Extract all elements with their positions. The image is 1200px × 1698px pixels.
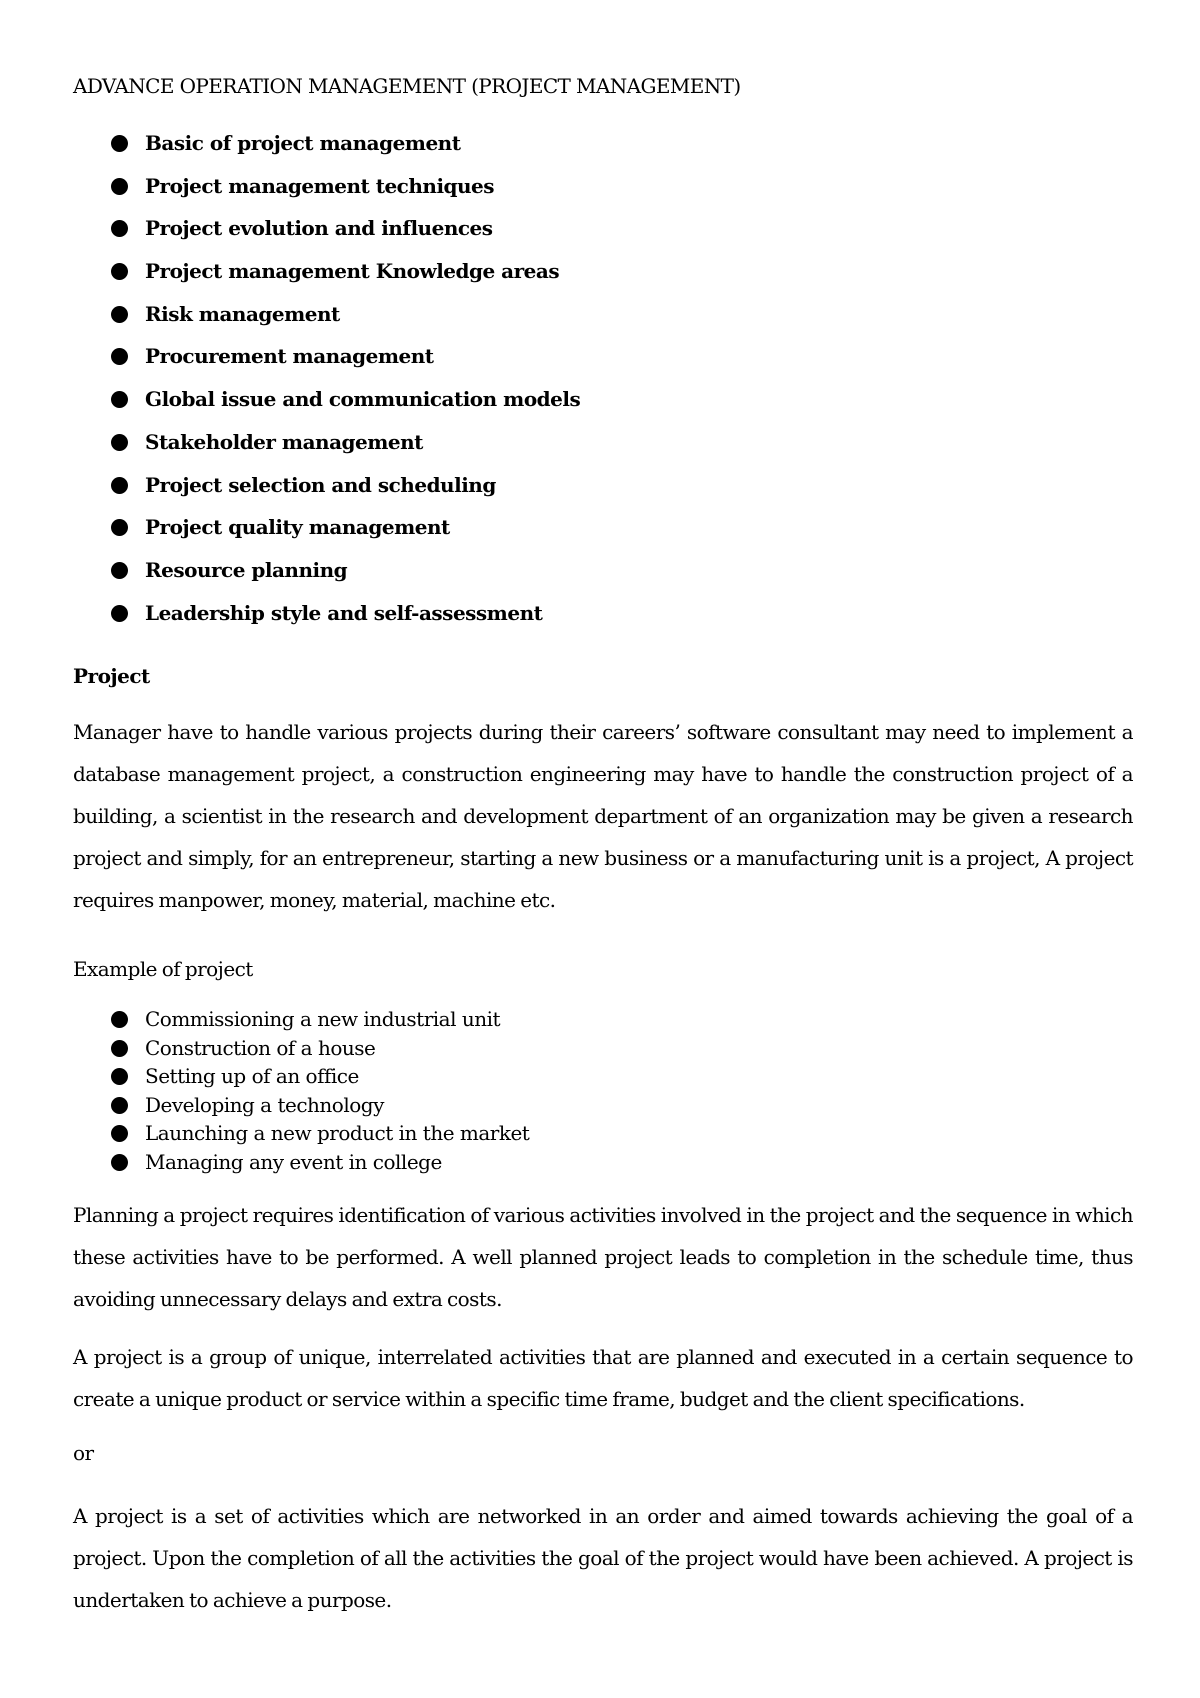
bullet-icon xyxy=(111,1125,128,1142)
bullet-icon xyxy=(111,1068,128,1085)
definition-paragraph-2: A project is a set of activities which are networked in an order and aimed towards achieving the goal of a project. Upon the completion of all the activities the goal of the project would have been achieved. A project is undertaken to achieve a purpose. xyxy=(73,1504,1133,1612)
bullet-icon xyxy=(111,1097,128,1114)
bullet-icon xyxy=(111,434,128,451)
list-item xyxy=(111,600,580,643)
bullet-icon xyxy=(111,605,128,622)
list-item xyxy=(111,514,580,557)
list-item xyxy=(111,557,580,600)
bullet-icon xyxy=(111,135,128,152)
example-label: Developing a technology xyxy=(145,1092,384,1117)
example-label: Construction of a house xyxy=(145,1035,376,1060)
topic-label: Basic of project management xyxy=(145,131,461,155)
topic-label: Leadership style and self-assessment xyxy=(145,600,543,625)
list-item xyxy=(111,472,580,515)
examples-list xyxy=(111,1006,529,1178)
topics-list xyxy=(111,130,580,642)
topic-label: Global issue and communication models xyxy=(145,387,581,412)
bullet-icon xyxy=(111,263,128,280)
topic-label: Resource planning xyxy=(145,557,348,582)
list-item xyxy=(111,301,580,344)
bullet-icon xyxy=(111,1040,128,1057)
topic-label: Stakeholder management xyxy=(145,429,423,454)
bullet-icon xyxy=(111,562,128,579)
bullet-icon xyxy=(111,477,128,494)
list-item xyxy=(111,173,580,216)
list-item xyxy=(111,1006,529,1035)
topic-label: Risk management xyxy=(145,301,340,326)
list-item xyxy=(111,386,580,429)
list-item xyxy=(111,1120,529,1149)
topic-label: Project management Knowledge areas xyxy=(145,259,560,284)
topic-label: Project evolution and influences xyxy=(145,216,493,241)
list-item xyxy=(111,1092,529,1121)
bullet-icon xyxy=(111,306,128,323)
or-text: or xyxy=(73,1441,94,1465)
list-item xyxy=(111,130,580,173)
topic-label: Project quality management xyxy=(145,515,450,540)
examples-label: Example of project xyxy=(73,957,253,981)
bullet-icon xyxy=(111,1154,128,1171)
list-item xyxy=(111,1035,529,1064)
bullet-icon xyxy=(111,348,128,365)
planning-paragraph: Planning a project requires identification of various activities involved in the project and the sequence in which these activities have to be performed. A well planned project leads to completion in the schedule time, thus avoiding unnecessary delays and extra costs. xyxy=(73,1203,1133,1311)
bullet-icon xyxy=(111,519,128,536)
topic-label: Procurement management xyxy=(145,344,434,369)
topic-label: Project management techniques xyxy=(145,173,495,198)
list-item xyxy=(111,343,580,386)
definition-paragraph: A project is a group of unique, interrelated activities that are planned and executed in a certain sequence to create a unique product or service within a specific time frame, budget and the client specifications. xyxy=(73,1345,1133,1411)
example-label: Setting up of an office xyxy=(145,1064,359,1089)
list-item xyxy=(111,1149,529,1178)
example-label: Commissioning a new industrial unit xyxy=(145,1007,501,1031)
document-title: ADVANCE OPERATION MANAGEMENT (PROJECT MANAGEMENT) xyxy=(73,74,741,98)
topic-label: Project selection and scheduling xyxy=(145,472,496,497)
example-label: Launching a new product in the market xyxy=(145,1121,530,1146)
list-item xyxy=(111,429,580,472)
list-item xyxy=(111,215,580,258)
bullet-icon xyxy=(111,391,128,408)
section-heading: Project xyxy=(73,664,150,688)
list-item xyxy=(111,1063,529,1092)
intro-paragraph: Manager have to handle various projects during their careers’ software consultant may need to implement a database management project, a construction engineering may have to handle the construction project of a building, a scientist in the research and development department of an organization may be given a research project and simply, for an entrepreneur, starting a new business or a manufacturing unit is a project, A project requires manpower, money, material, machine etc. xyxy=(73,720,1133,912)
example-label: Managing any event in college xyxy=(145,1149,442,1174)
list-item xyxy=(111,258,580,301)
bullet-icon xyxy=(111,1011,128,1028)
bullet-icon xyxy=(111,178,128,195)
bullet-icon xyxy=(111,220,128,237)
